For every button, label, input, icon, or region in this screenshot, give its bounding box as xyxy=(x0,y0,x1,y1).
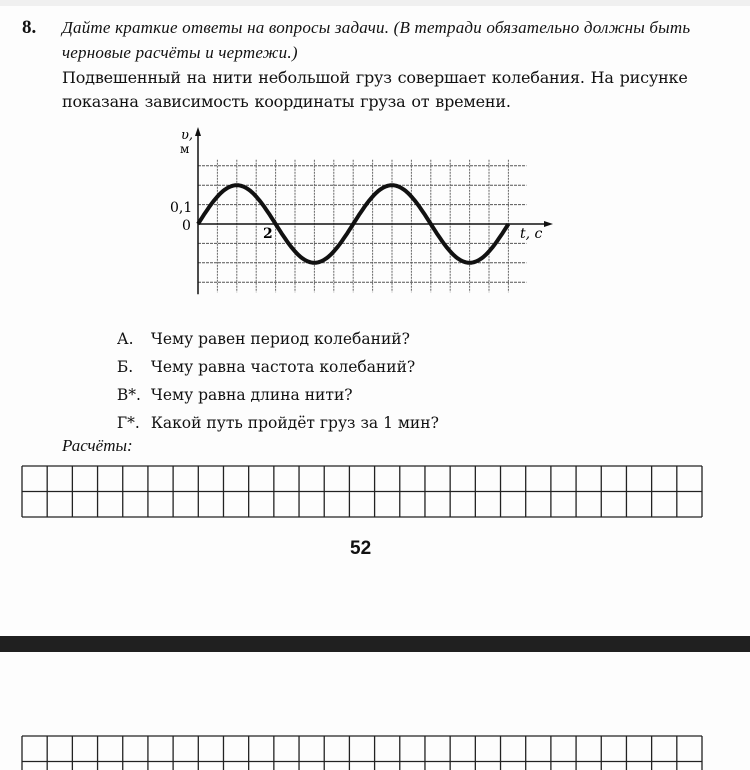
page-separator xyxy=(0,636,750,652)
answer-grid-next-page[interactable] xyxy=(0,730,750,770)
question-text: Какой путь пройдёт груз за 1 мин? xyxy=(150,414,439,432)
y-tick-label-0-1: 0,1 xyxy=(170,200,193,216)
task-number: 8. xyxy=(22,17,37,38)
question-label: В*. xyxy=(116,386,141,404)
x-axis-label: t, с xyxy=(520,226,543,242)
x-axis-arrow-icon xyxy=(544,221,553,227)
task-instruction: Дайте краткие ответы на вопросы задачи. (В тетради обязательно должны быть черновые расчёты и чертежи.) xyxy=(62,18,691,62)
question-text: Чему равна частота колебаний? xyxy=(150,358,416,376)
question-text: Чему равен период колебаний? xyxy=(150,330,410,348)
page-number: 52 xyxy=(350,538,372,559)
task-condition: Подвешенный на нити небольшой груз совершает колебания. На рисунке показана зависимость координаты груза от времени. xyxy=(62,68,688,111)
y-axis-label: υ, м xyxy=(180,128,194,156)
y-tick-label-0: 0 xyxy=(182,218,191,234)
y-axis-arrow-icon xyxy=(195,127,201,136)
chart-axes xyxy=(195,127,553,294)
question-label: Б. xyxy=(116,358,134,376)
x-tick-label-2: 2 xyxy=(263,226,273,242)
question-text: Чему равна длина нити? xyxy=(150,386,353,404)
chart-grid xyxy=(198,160,526,292)
question-label: А. xyxy=(116,330,134,348)
oscillation-chart xyxy=(0,0,750,320)
question-g xyxy=(107,396,439,432)
answer-grid[interactable] xyxy=(0,460,750,525)
calculations-label: Расчёты: xyxy=(62,436,133,455)
question-label: Г*. xyxy=(116,414,140,432)
